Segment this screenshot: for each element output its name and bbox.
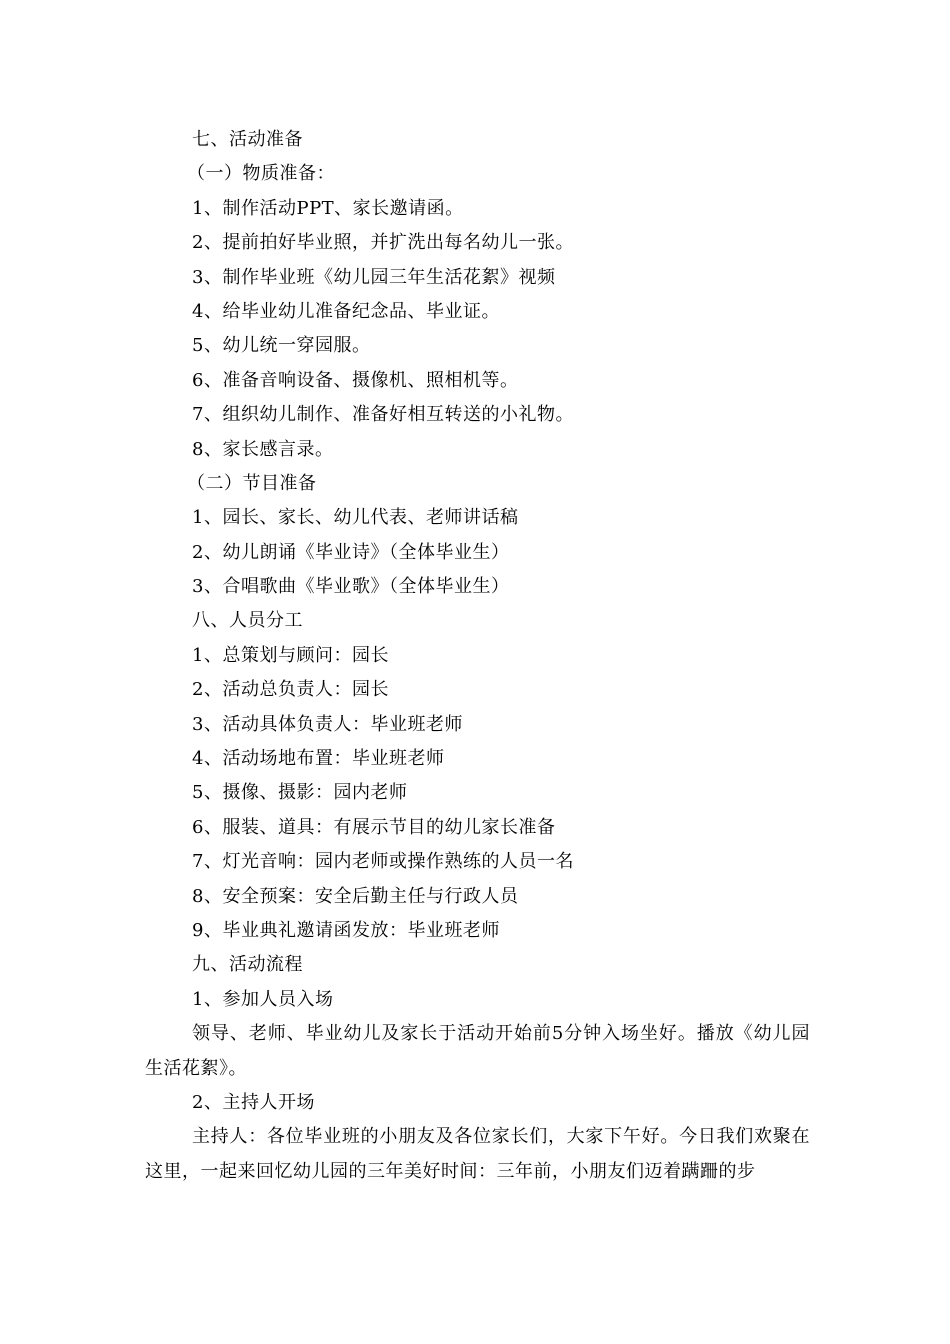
list-item: 8、家长感言录。: [192, 438, 334, 460]
list-item: 9、毕业典礼邀请函发放：毕业班老师: [192, 919, 500, 941]
list-item: 5、摄像、摄影：园内老师: [192, 782, 408, 804]
list-item: 6、准备音响设备、摄像机、照相机等。: [192, 369, 519, 391]
subsection-heading-material-preparation: （一）物质准备：: [187, 163, 335, 185]
paragraph-entrance: 领导、老师、毕业幼儿及家长于活动开始前5分钟入场坐好。播放《幼儿园生活花絮》。: [145, 1023, 810, 1079]
list-item: 8、安全预案：安全后勤主任与行政人员: [192, 885, 519, 907]
section-heading-activity-process: 九、活动流程: [192, 954, 303, 976]
paragraph-host-opening: 主持人：各位毕业班的小朋友及各位家长们，大家下午好。今日我们欢聚在这里，一起来回忆幼儿园的三年美好时间：三年前，小朋友们迈着蹒跚的步: [145, 1126, 810, 1182]
list-item: 7、组织幼儿制作、准备好相互转送的小礼物。: [192, 404, 574, 426]
section-heading-staff-assignment: 八、人员分工: [192, 610, 303, 632]
list-item: 2、主持人开场: [192, 1091, 315, 1113]
document-body: [145, 123, 810, 1189]
list-item: 1、制作活动PPT、家长邀请函。: [192, 197, 464, 219]
list-item: 5、幼儿统一穿园服。: [192, 335, 371, 357]
subsection-heading-program-preparation: （二）节目准备: [187, 472, 317, 494]
list-item: 2、活动总负责人：园长: [192, 679, 389, 701]
section-heading-activity-preparation: 七、活动准备: [192, 129, 303, 150]
list-item: 3、合唱歌曲《毕业歌》（全体毕业生）: [192, 576, 510, 598]
list-item: 4、给毕业幼儿准备纪念品、毕业证。: [192, 300, 500, 322]
list-item: 1、总策划与顾问：园长: [192, 644, 389, 666]
list-item: 2、提前拍好毕业照，并扩洗出每名幼儿一张。: [192, 232, 574, 254]
list-item: 7、灯光音响：园内老师或操作熟练的人员一名: [192, 851, 574, 873]
list-item: 6、服装、道具：有展示节目的幼儿家长准备: [192, 816, 556, 838]
list-item: 2、幼儿朗诵《毕业诗》（全体毕业生）: [192, 541, 510, 563]
list-item: 3、制作毕业班《幼儿园三年生活花絮》视频: [192, 266, 556, 288]
list-item: 1、园长、家长、幼儿代表、老师讲话稿: [192, 507, 519, 529]
list-item: 3、活动具体负责人：毕业班老师: [192, 713, 463, 735]
list-item: 1、参加人员入场: [192, 988, 334, 1010]
list-item: 4、活动场地布置：毕业班老师: [192, 748, 445, 770]
